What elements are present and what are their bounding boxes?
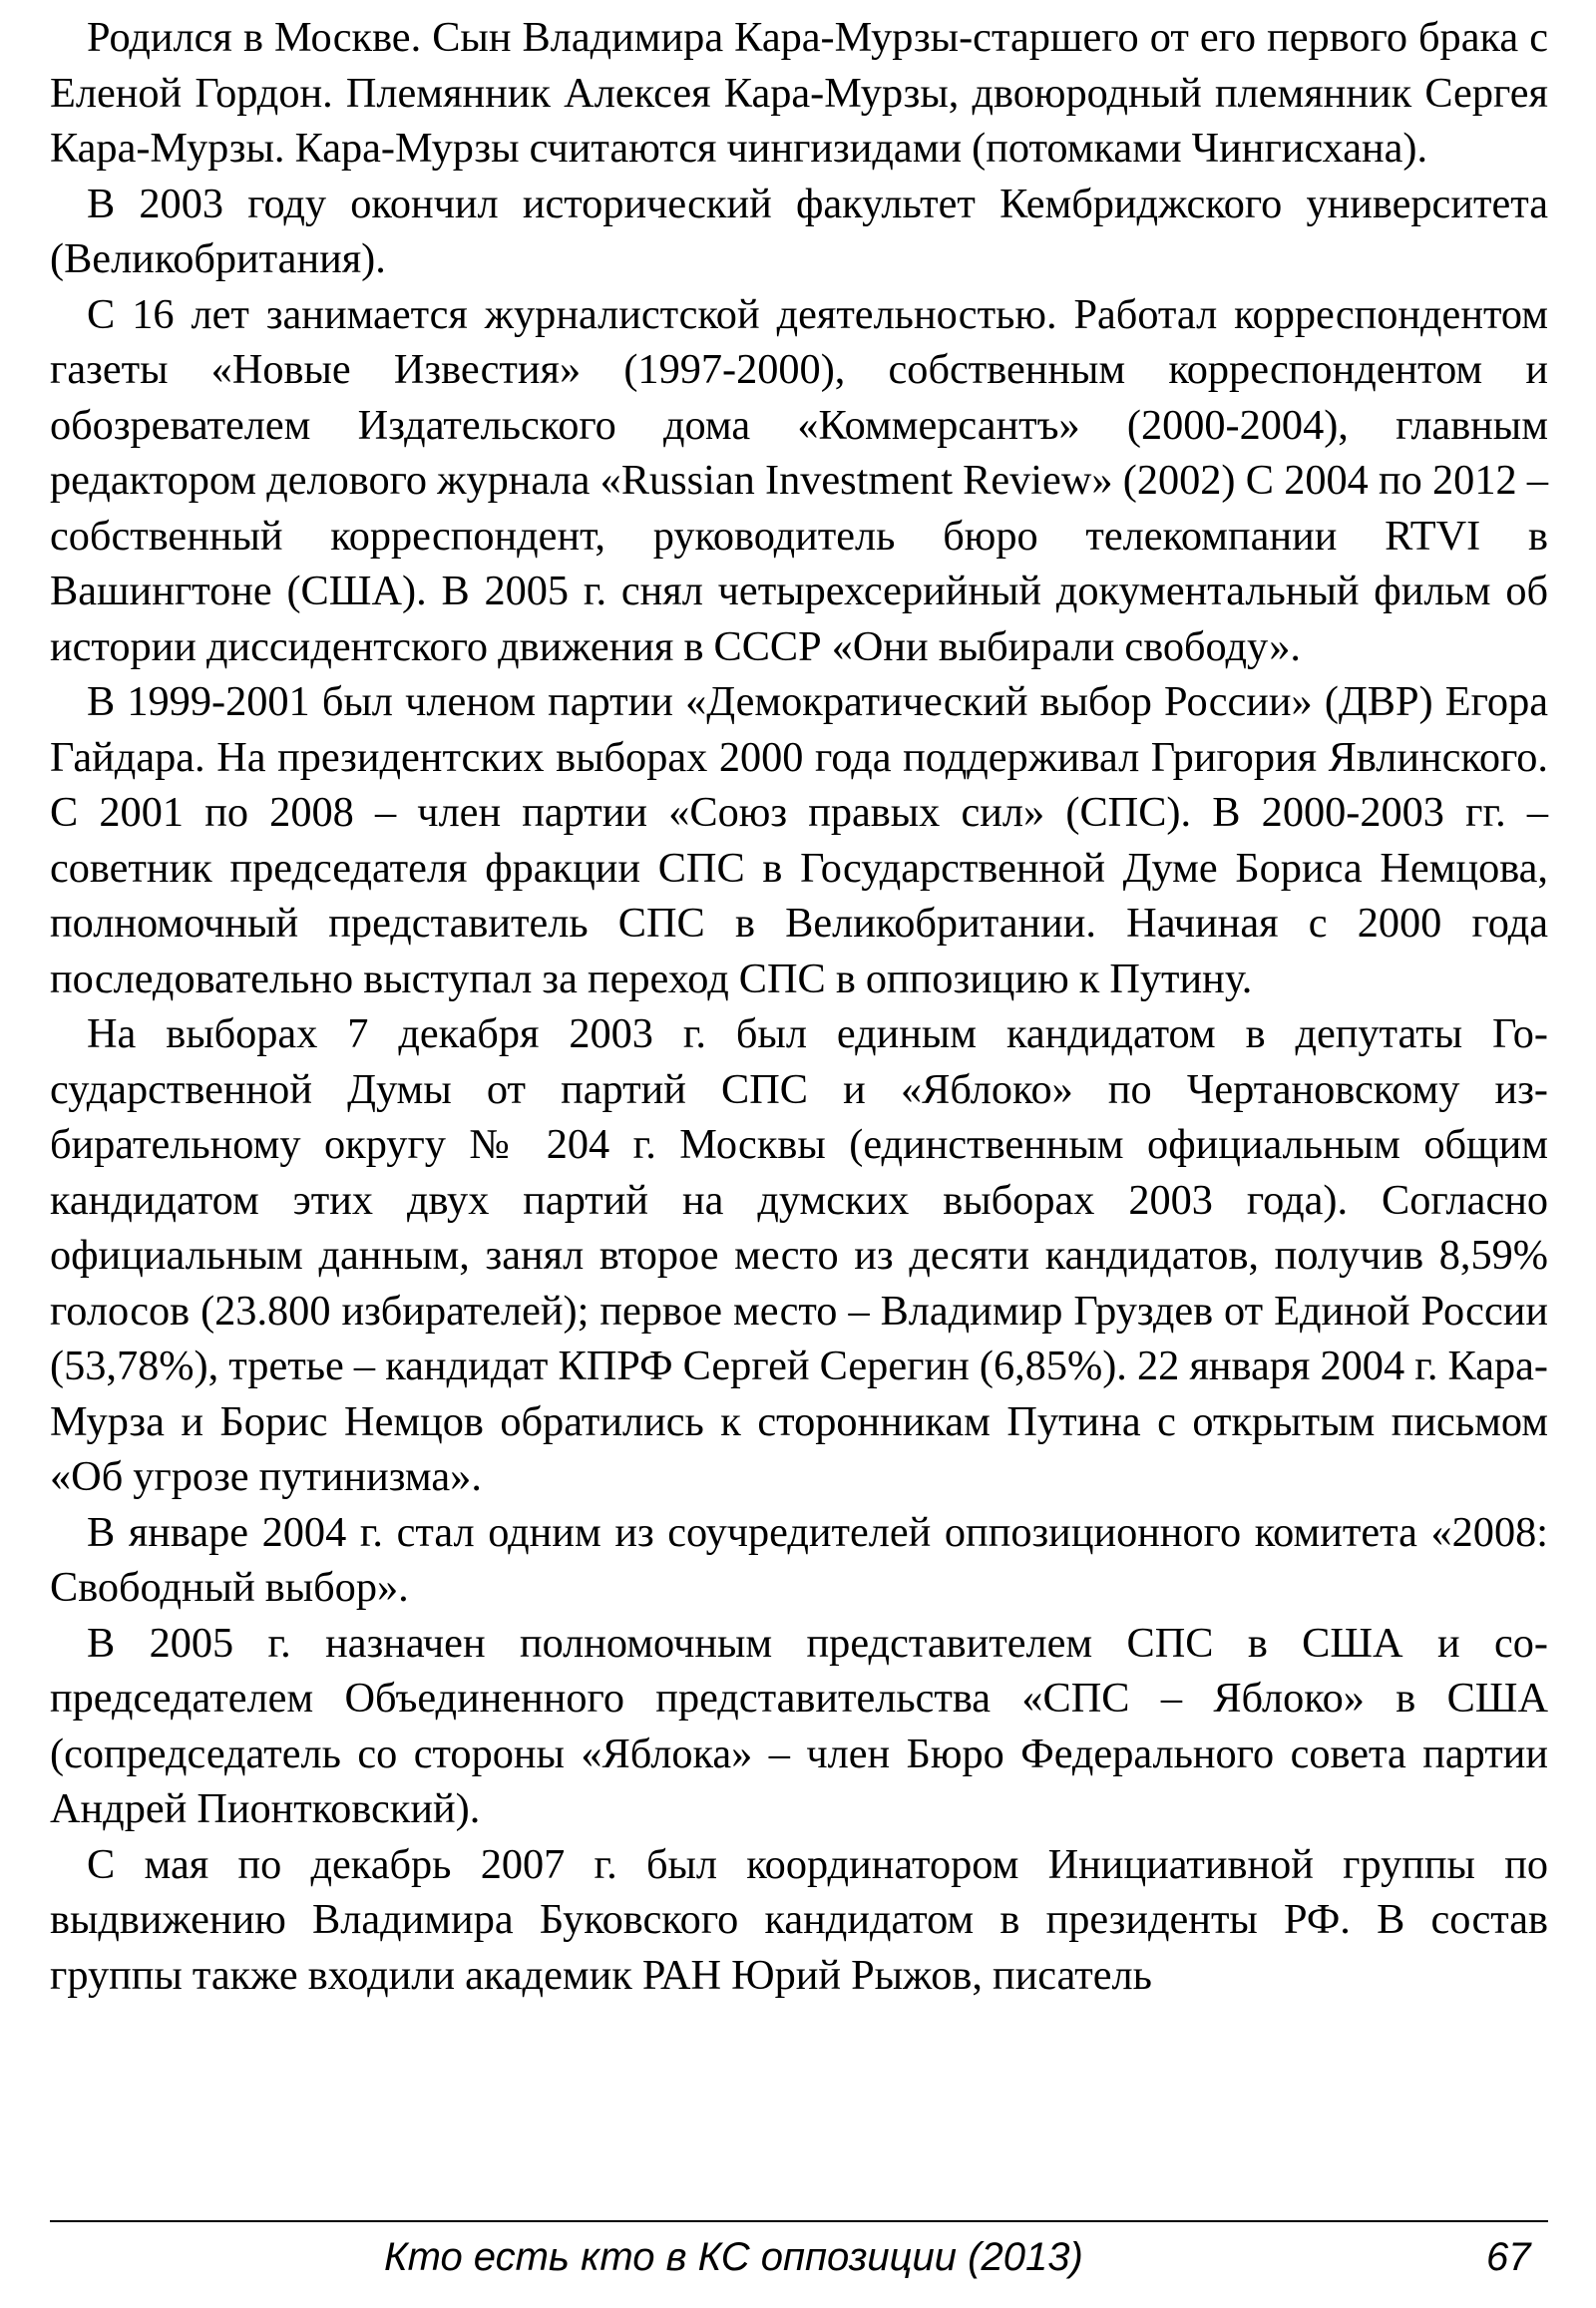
paragraph-journalism: С 16 лет занимается журналистской деятельностью. Работал корреспондентом газеты «Новые Известия» (1997-2000), собственным корреспондентом и обозревателем Издательского дома «Коммерсантъ» (2000-2004), главным редактором делового журнала «Russian Investment Review» (2002) С 2004 по 2012 – собственный корреспондент, руководитель бюро телекомпании RTVI в Вашингтоне (США). В 2005 г. снял четырехсерийный документальный фильм об истории диссидентского движения в СССР «Они выбирали свободу». xyxy=(50,290,1548,670)
footer-divider xyxy=(50,2220,1548,2222)
paragraph-origin: Родился в Москве. Сын Владимира Кара-Мурзы-старшего от его первого брака с Еленой Гордон. Племянник Алексея Кара-Мурзы, двоюродный племянник Сергея Кара-Мурзы. Кара-Мурзы считаются чингизидами (потомками Чингисхана). xyxy=(50,14,1548,172)
paragraph-usa-representative: В 2005 г. назначен полномочным представителем СПС в США и сопредседателем Объединенного представительства «СПС – Яблоко» в США (сопредседатель со стороны «Яблока» – член Бюро Федерального совета партии Андрей Пионтковский). xyxy=(50,1619,1548,1832)
paragraph-bukovsky-group: С мая по декабрь 2007 г. был координатором Инициативной группы по выдвижению Владимира Буковского кандидатом в президенты РФ. В состав группы также входили академик РАН Юрий Рыжов, писатель xyxy=(50,1840,1548,1999)
footer-title: Кто есть кто в КС оппозиции (2013) xyxy=(384,2235,1083,2279)
page-number: 67 xyxy=(1486,2235,1531,2279)
paragraph-education: В 2003 году окончил исторический факультет Кембриджского университета (Великобритания). xyxy=(50,180,1548,282)
paragraph-elections-2003: На выборах 7 декабря 2003 г. был единым кандидатом в депутаты Государственной Думы от партий СПС и «Яблоко» по Чертановскому избирательному округу № 204 г. Москвы (единственным официальным общим кандидатом этих двух партий на думских выборах 2003 года). Согласно официальным данным, занял второе место из десяти кандидатов, получив 8,59% голосов (23.800 избирателей); первое место – Владимир Груздев от Единой России (53,78%), третье – кандидат КПРФ Сергей Серегин (6,85%). 22 января 2004 г. Кара-Мурза и Борис Немцов обратились к сторонникам Путина с открытым письмом «Об угрозе путинизма». xyxy=(50,1010,1548,1500)
paragraph-committee-2008: В январе 2004 г. стал одним из соучредителей оппозиционного комитета «2008: Свободный выбор». xyxy=(50,1508,1548,1611)
paragraph-party-membership: В 1999-2001 был членом партии «Демократический выбор России» (ДВР) Егора Гайдара. На президентских выборах 2000 года поддерживал Григория Явлинского. С 2001 по 2008 – член партии «Союз правых сил» (СПС). В 2000-2003 гг. – советник председателя фракции СПС в Государственной Думе Бориса Немцова, полномочный представитель СПС в Великобритании. Начиная с 2000 года последовательно выступал за переход СПС в оппозицию к Путину. xyxy=(50,678,1548,1002)
body-text xyxy=(50,10,1548,2003)
